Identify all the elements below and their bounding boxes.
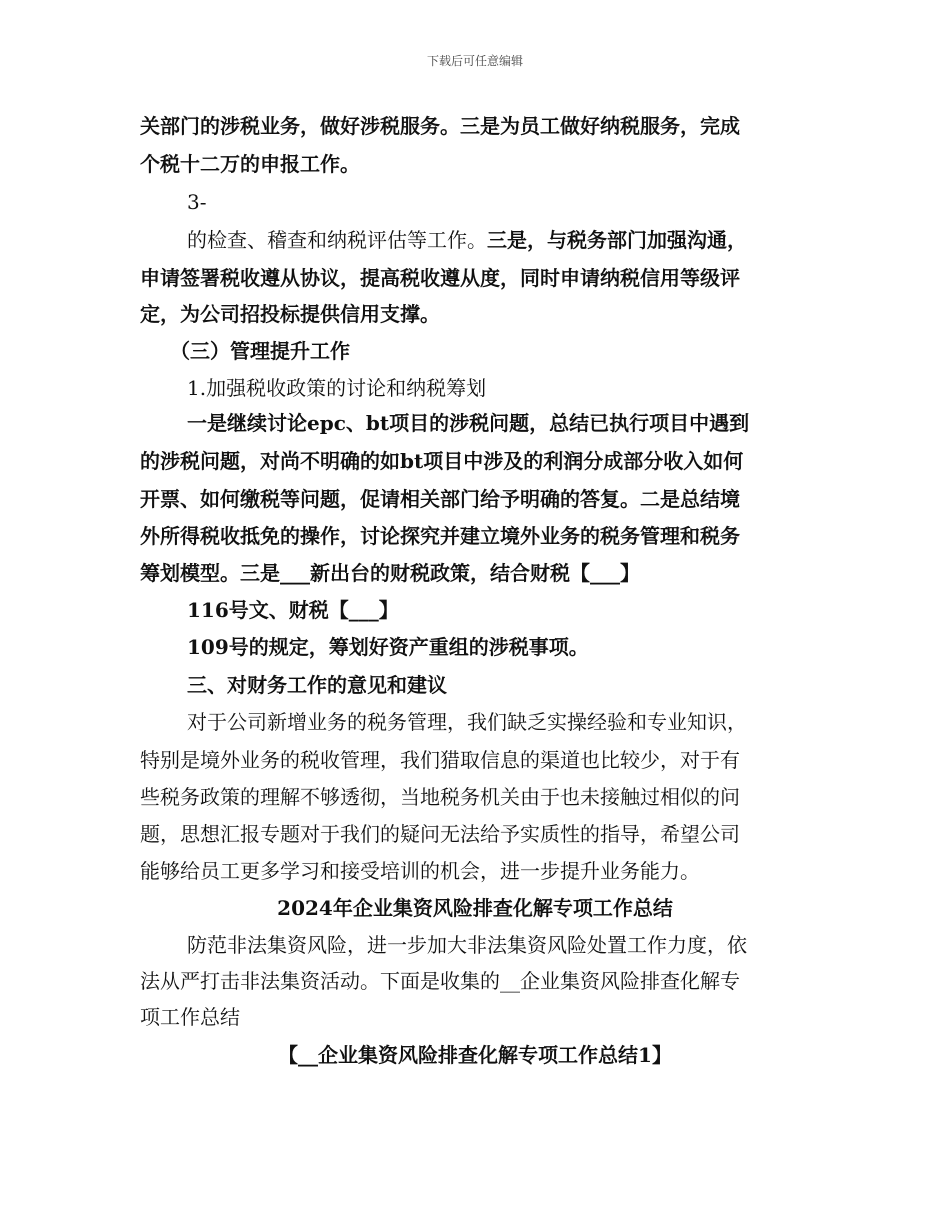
text-line: 能够给员工更多学习和接受培训的机会，进一步提升业务能力。: [140, 859, 700, 883]
document-title: 2024年企业集资风险排查化解专项工作总结: [277, 896, 673, 920]
text-line: 对于公司新增业务的税务管理，我们缺乏实操经验和专业知识，: [187, 710, 747, 734]
text-line: 特别是境外业务的税收管理，我们猎取信息的渠道也比较少，对于有: [140, 748, 740, 772]
section-heading: （三）管理提升工作: [170, 339, 350, 363]
subsection-heading: 1.加强税收政策的讨论和纳税筹划: [187, 376, 487, 400]
text-segment: 三是，与税务部门加强沟通，: [487, 228, 747, 252]
text-line: 题，思想汇报专题对于我们的疑问无法给予实质性的指导，希望公司: [140, 822, 740, 846]
text-line: 防范非法集资风险，进一步加大非法集资风险处置工作力度，依: [187, 933, 747, 957]
text-line: [187, 228, 747, 252]
text-segment: 的检查、稽查和纳税评估等工作。: [187, 228, 487, 252]
text-line: 法从严打击非法集资活动。下面是收集的__企业集资风险排查化解专: [140, 969, 740, 993]
text-line: 个税十二万的申报工作。: [140, 152, 360, 176]
text-line: 筹划模型。三是___新出台的财税政策，结合财税【___】: [140, 561, 640, 585]
text-line: 申请签署税收遵从协议，提高税收遵从度，同时申请纳税信用等级评: [140, 266, 740, 290]
text-line: 外所得税收抵免的操作，讨论探究并建立境外业务的税务管理和税务: [140, 524, 740, 548]
text-line: 关部门的涉税业务，做好涉税服务。三是为员工做好纳税服务，完成: [140, 114, 740, 138]
text-line: 一是继续讨论epc、bt项目的涉税问题，总结已执行项目中遇到: [187, 411, 750, 435]
page-header: 下载后可任意编辑: [426, 54, 523, 68]
text-line: 109号的规定，筹划好资产重组的涉税事项。: [187, 635, 589, 659]
text-line: 的涉税问题，对尚不明确的如bt项目中涉及的利润分成部分收入如何: [140, 449, 744, 473]
page-number-fragment: 3-: [187, 190, 207, 214]
text-line: 项工作总结: [140, 1005, 240, 1029]
text-line: 开票、如何缴税等问题，促请相关部门给予明确的答复。二是总结境: [140, 487, 740, 511]
text-line: 定，为公司招投标提供信用支撑。: [140, 302, 440, 326]
text-line: 116号文、财税【___】: [187, 598, 399, 622]
text-line: 些税务政策的理解不够透彻，当地税务机关由于也未接触过相似的问: [140, 785, 740, 809]
section-heading: 三、对财务工作的意见和建议: [187, 673, 447, 697]
section-title: 【__企业集资风险排查化解专项工作总结1】: [278, 1043, 672, 1067]
